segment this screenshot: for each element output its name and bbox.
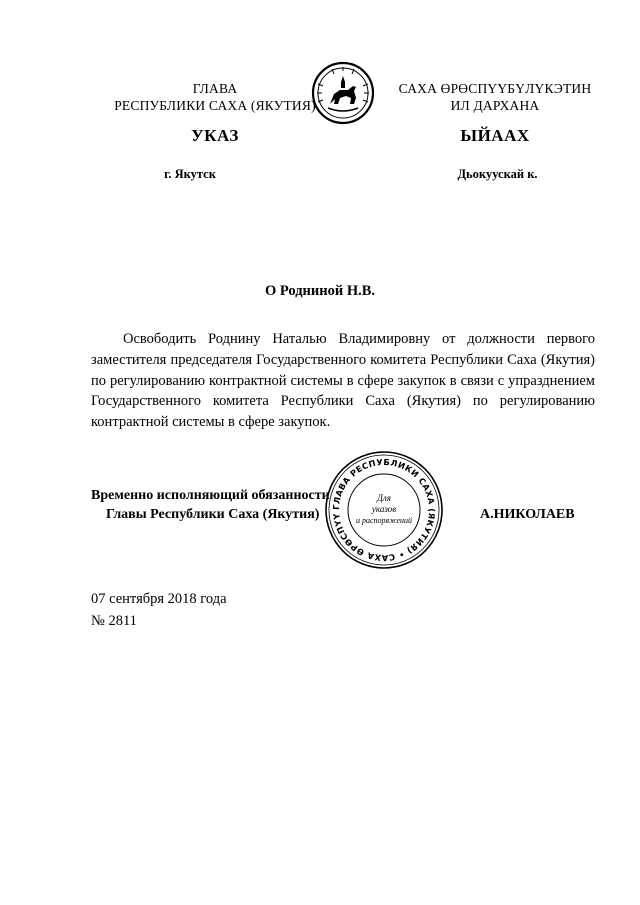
city-sakha: Дьокуускай к. (457, 167, 538, 181)
city-ru: г. Якутск (164, 167, 216, 181)
document-number: № 2811 (91, 613, 137, 629)
document-body: Освободить Роднину Наталью Владимировну от должности первого заместителя председателя Государственного комитета Республики Саха (Якутия) по регулированию контрактной системы в сфере закупок в связи с упразднением Государственного комитета Республики Саха (Якутия) по регулированию контрактной системы в сфере закупок. (91, 331, 595, 431)
doc-type-sakha: ЫЙААХ (460, 126, 530, 145)
signatory-position-line2: Главы Республики Саха (Якутия) (106, 506, 320, 522)
header-left-line2: РЕСПУБЛИКИ САХА (ЯКУТИЯ) (114, 98, 316, 113)
header-right-line1: САХА ӨРӨСПҮҮБҮЛҮКЭТИН (398, 81, 592, 96)
document-footer (91, 588, 391, 632)
seal-ring-text: ГЛАВА РЕСПУБЛИКИ САХА (ЯКУТИЯ) • САХА ӨРӨСПҮҮ (330, 456, 438, 564)
seal-center-line3: и распоряжений (355, 516, 413, 525)
seal-center-line1: Для (377, 493, 391, 503)
document-title: О Родниной Н.В. (264, 283, 376, 299)
doc-type-ru: УКАЗ (191, 126, 239, 145)
seal-center-line2: указов (371, 504, 397, 514)
header-left-line1: ГЛАВА (192, 81, 238, 96)
signatory-name: А.НИКОЛАЕВ (480, 507, 575, 522)
signatory-position (91, 487, 361, 524)
header-right-line2: ИЛ ДАРХАНА (450, 98, 540, 113)
signatory-position-line1: Временно исполняющий обязанности (91, 488, 330, 503)
official-seal-stamp (323, 449, 445, 571)
header-right (380, 80, 610, 114)
document-date: 07 сентября 2018 года (91, 591, 227, 607)
coat-of-arms-emblem (310, 60, 376, 126)
